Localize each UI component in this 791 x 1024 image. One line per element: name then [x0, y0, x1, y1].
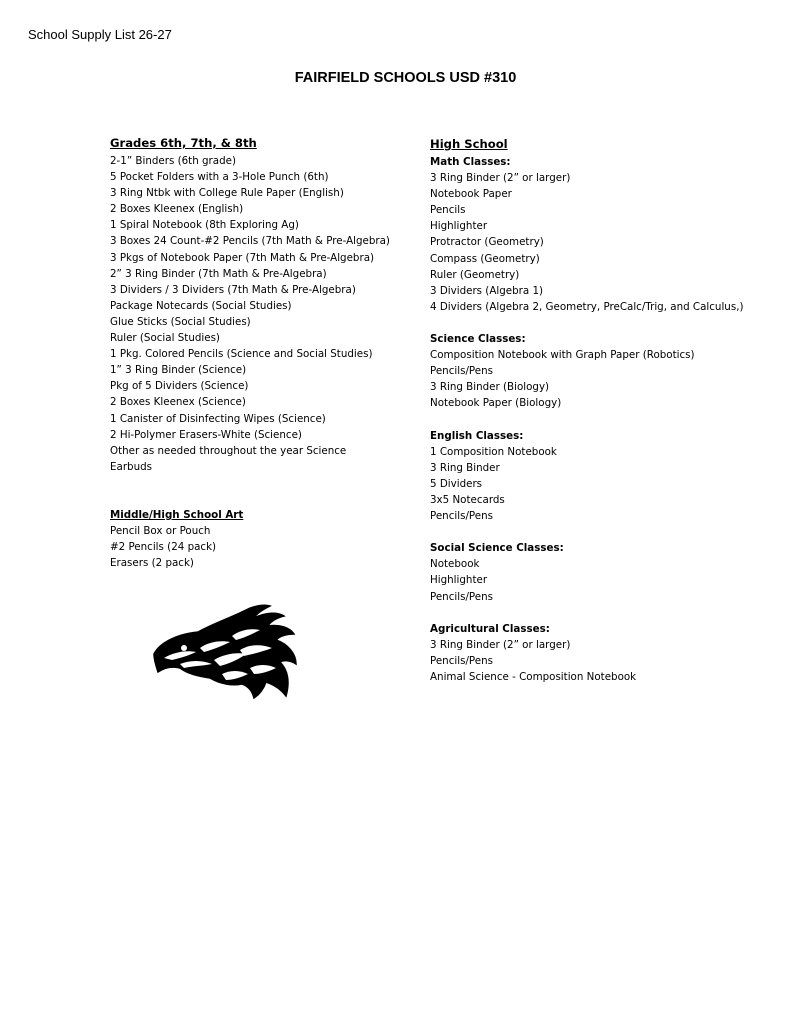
list-item: 2 Hi-Polymer Erasers-White (Science)	[110, 428, 302, 441]
art-list	[110, 523, 410, 571]
list-item: Glue Sticks (Social Studies)	[110, 315, 251, 328]
list-item: Pencils	[430, 204, 466, 217]
list-item: 1 Pkg. Colored Pencils (Science and Social Studies)	[110, 348, 373, 361]
art-heading: Middle/High School Art	[110, 509, 244, 522]
list-item: Pencil Box or Pouch	[110, 525, 211, 538]
list-item: 2” 3 Ring Binder (7th Math & Pre-Algebra)	[110, 267, 327, 280]
list-item: Pencils/Pens	[430, 590, 493, 603]
list-item: 4 Dividers (Algebra 2, Geometry, PreCalc/Trig, and Calculus,)	[430, 300, 744, 313]
document-title: FAIRFIELD SCHOOLS USD #310	[294, 70, 517, 86]
spacer	[430, 605, 770, 621]
agricultural-classes-list	[430, 637, 770, 685]
science-classes-list	[430, 347, 770, 411]
list-item: Earbuds	[110, 460, 153, 473]
list-item: Pencils/Pens	[430, 510, 493, 523]
list-item: 1 Composition Notebook	[430, 445, 557, 458]
document-label: School Supply List 26-27	[28, 27, 172, 42]
spacer	[430, 524, 770, 540]
list-item: Notebook Paper	[430, 188, 512, 201]
math-classes-heading: Math Classes:	[430, 156, 511, 168]
middle-school-list	[110, 153, 410, 475]
list-item: 5 Pocket Folders with a 3-Hole Punch (6th)	[110, 171, 329, 184]
list-item: 2-1” Binders (6th grade)	[110, 155, 236, 167]
english-classes-heading: English Classes:	[430, 429, 524, 442]
list-item: 3 Dividers (Algebra 1)	[430, 284, 544, 297]
list-item: Highlighter	[430, 574, 488, 587]
spacer	[430, 412, 770, 428]
list-item: 3 Pkgs of Notebook Paper (7th Math & Pre-Algebra)	[110, 251, 375, 264]
list-item: 1 Canister of Disinfecting Wipes (Science)	[110, 412, 326, 425]
list-item: 3 Ring Binder	[430, 461, 500, 474]
list-item: Other as needed throughout the year Science	[110, 444, 347, 457]
list-item: 1 Spiral Notebook (8th Exploring Ag)	[110, 219, 299, 232]
list-item: Erasers (2 pack)	[110, 557, 194, 570]
list-item: 3 Ring Binder (2” or larger)	[430, 172, 571, 185]
list-item: 3 Ring Binder (2” or larger)	[430, 638, 571, 651]
list-item: Pencils/Pens	[430, 365, 493, 378]
list-item: 3 Dividers / 3 Dividers (7th Math & Pre-Algebra)	[110, 283, 356, 296]
spacer	[110, 475, 410, 507]
list-item: Package Notecards (Social Studies)	[110, 299, 292, 312]
list-item: 5 Dividers	[430, 477, 483, 490]
list-item: 2 Boxes Kleenex (Science)	[110, 396, 246, 409]
list-item: Protractor (Geometry)	[430, 236, 544, 249]
spacer	[430, 315, 770, 331]
social-science-classes-list	[430, 556, 770, 604]
science-classes-heading: Science Classes:	[430, 333, 526, 346]
list-item: #2 Pencils (24 pack)	[110, 541, 217, 554]
list-item: Compass (Geometry)	[430, 252, 540, 265]
middle-school-heading: Grades 6th, 7th, & 8th	[110, 136, 257, 150]
list-item: 3x5 Notecards	[430, 493, 505, 506]
list-item: 3 Boxes 24 Count-#2 Pencils (7th Math & Pre-Algebra)	[110, 235, 390, 248]
math-classes-list	[430, 170, 770, 315]
list-item: Ruler (Social Studies)	[110, 332, 220, 345]
list-item: 2 Boxes Kleenex (English)	[110, 203, 244, 216]
left-column	[110, 134, 410, 571]
english-classes-list	[430, 444, 770, 524]
agricultural-classes-heading: Agricultural Classes:	[430, 622, 550, 635]
high-school-heading: High School	[430, 137, 508, 151]
list-item: Animal Science - Composition Notebook	[430, 671, 637, 683]
right-column	[430, 135, 770, 685]
social-science-classes-heading: Social Science Classes:	[430, 542, 564, 555]
list-item: 3 Ring Binder (Biology)	[430, 381, 550, 394]
list-item: 1” 3 Ring Binder (Science)	[110, 364, 247, 377]
eagle-head-icon	[150, 602, 300, 700]
list-item: Pencils/Pens	[430, 654, 493, 667]
list-item: Ruler (Geometry)	[430, 268, 520, 281]
list-item: Composition Notebook with Graph Paper (Robotics)	[430, 349, 695, 362]
list-item: Pkg of 5 Dividers (Science)	[110, 380, 249, 393]
list-item: Notebook Paper (Biology)	[430, 397, 562, 410]
list-item: Notebook	[430, 558, 480, 571]
list-item: Highlighter	[430, 220, 488, 233]
list-item: 3 Ring Ntbk with College Rule Paper (English)	[110, 187, 344, 200]
